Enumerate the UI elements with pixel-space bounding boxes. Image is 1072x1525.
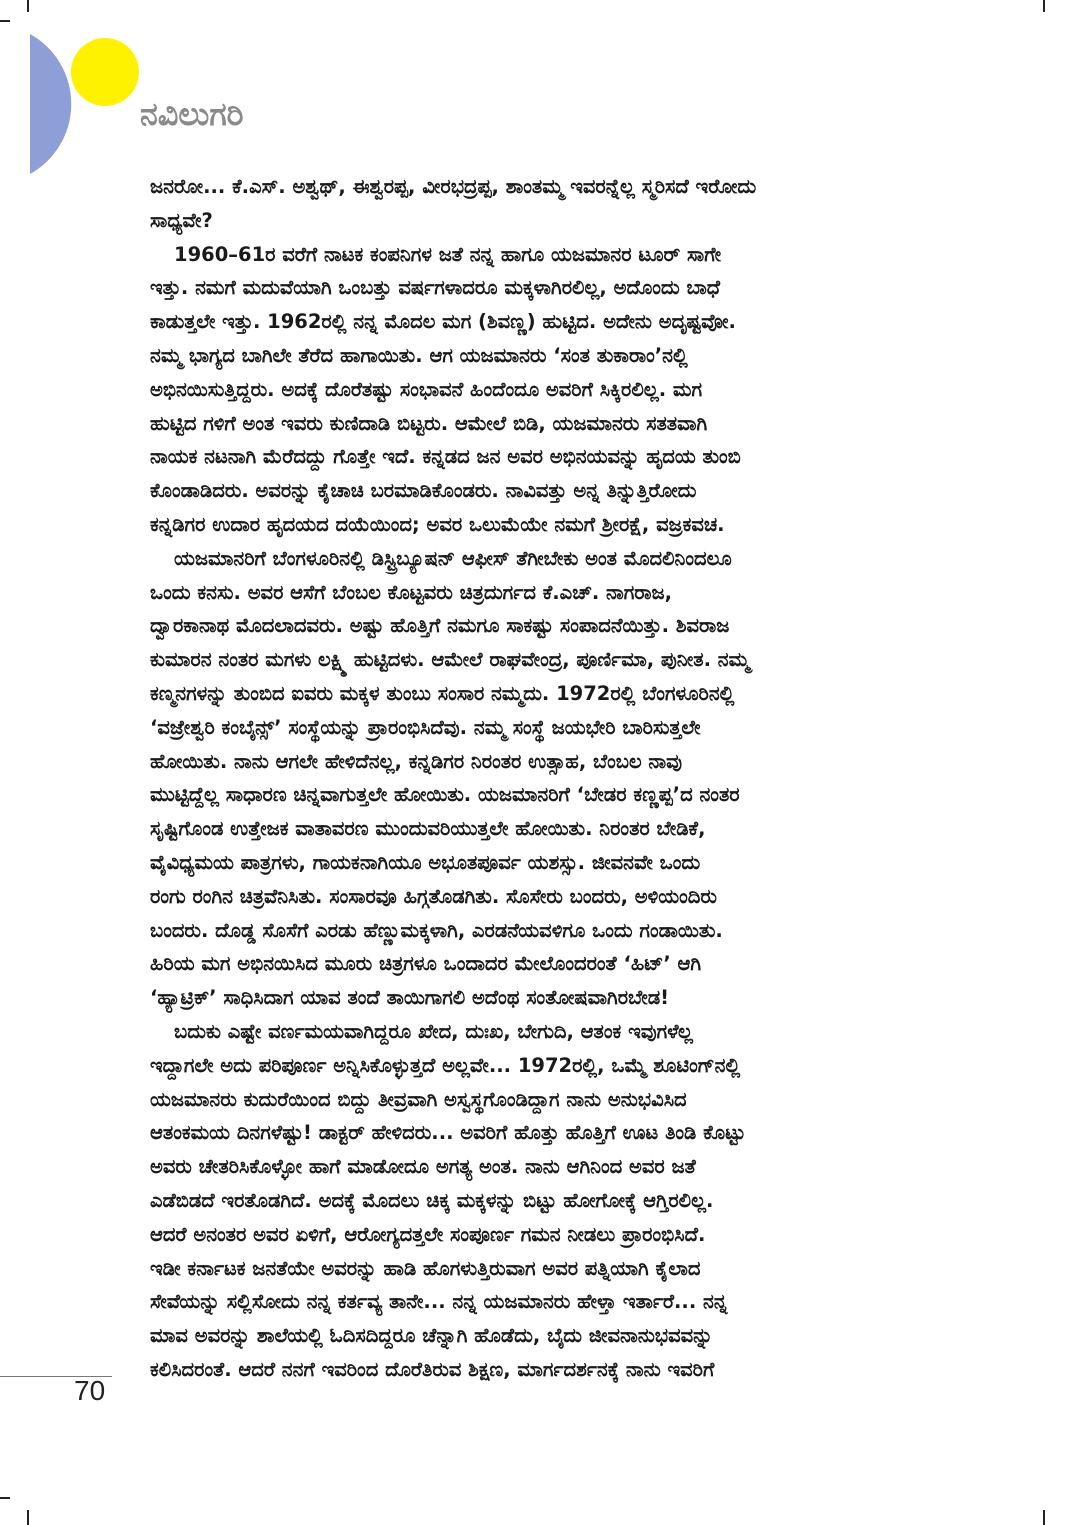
text-line: ಸೇವೆಯನ್ನು ಸಲ್ಲಿಸೋದು ನನ್ನ ಕರ್ತವ್ಯ ತಾನೇ... ನನ್ನ ಯಜಮಾನರು ಹೇಳ್ತಾ ಇರ್ತಾರೆ... ನನ್ನ (150, 1290, 728, 1314)
text-line: ಅಭಿನಯಿಸುತ್ತಿದ್ದರು. ಅದಕ್ಕೆ ದೊರೆತಷ್ಟು ಸಂಭಾವನೆ ಹಿಂದೆಂದೂ ಅವರಿಗೆ ಸಿಕ್ಕಿರಲಿಲ್ಲ. ಮಗ (150, 377, 703, 401)
text-line: ಕೊಂಡಾಡಿದರು. ಅವರನ್ನು ಕೈಚಾಚಿ ಬರಮಾಡಿಕೊಂಡರು. ನಾವಿವತ್ತು ಅನ್ನ ತಿನ್ನುತ್ತಿರೋದು (150, 479, 697, 503)
text-line: ಎಡೆಬಿಡದೆ ಇರತೊಡಗಿದೆ. ಅದಕ್ಕೆ ಮೊದಲು ಚಿಕ್ಕ ಮಕ್ಕಳನ್ನು ಬಿಟ್ಟು ಹೋಗೋಕ್ಕೆ ಆಗ್ತಿರಲಿಲ್ಲ. (150, 1188, 714, 1212)
page-number: 70 (74, 1375, 106, 1406)
text-line: ಆತಂಕಮಯ ದಿನಗಳೆಷ್ಟು! ಡಾಕ್ಟರ್ ಹೇಳಿದರು... ಅವರಿಗೆ ಹೊತ್ತು ಹೊತ್ತಿಗೆ ಊಟ ತಿಂಡಿ ಕೊಟ್ಟು (150, 1121, 746, 1145)
running-head-title: ನವಿಲುಗರಿ (140, 95, 244, 133)
crop-mark-left-lower (0, 1497, 10, 1499)
text-line: ಕಣ್ಮನಗಳನ್ನು ತುಂಬಿದ ಐವರು ಮಕ್ಕಳ ತುಂಬು ಸಂಸಾರ ನಮ್ಮದು. 1972ರಲ್ಲಿ ಬೆಂಗಳೂರಿನಲ್ಲಿ (150, 681, 735, 705)
text-line: ಇದ್ದಾಗಲೇ ಅದು ಪರಿಪೂರ್ಣ ಅನ್ನಿಸಿಕೊಳ್ಳುತ್ತದೆ ಅಲ್ಲವೇ... 1972ರಲ್ಲಿ, ಒಮ್ಮೆ ಶೂಟಿಂಗ್‌ನಲ್ಲಿ (150, 1053, 741, 1077)
text-line: 1960–61ರ ವರೆಗೆ ನಾಟಕ ಕಂಪನಿಗಳ ಜತೆ ನನ್ನ ಹಾಗೂ ಯಜಮಾನರ ಟೂರ್ ಸಾಗೇ (174, 242, 722, 266)
text-line: ಯಜಮಾನರಿಗೆ ಬೆಂಗಳೂರಿನಲ್ಲಿ ಡಿಸ್ಟ್ರಿಬ್ಯೂಷನ್ ಆಫೀಸ್ ತೆಗೀಬೇಕು ಅಂತ ಮೊದಲಿನಿಂದಲೂ (174, 546, 732, 570)
text-line: ಜನರೋ... ಕೆ.ಎಸ್. ಅಶ್ವಥ್, ಈಶ್ವರಪ್ಪ, ವೀರಭದ್ರಪ್ಪ, ಶಾಂತಮ್ಮ ಇವರನ್ನೆಲ್ಲ ಸ್ಮರಿಸದೆ ಇರೋದು (150, 175, 757, 198)
crop-mark-top-right (1043, 0, 1045, 12)
text-line: ಅವರು ಚೇತರಿಸಿಕೊಳ್ಳೋ ಹಾಗೆ ಮಾಡೋದೂ ಅಗತ್ಯ ಅಂತ. ನಾನು ಆಗಿನಿಂದ ಅವರ ಜತೆ (150, 1155, 696, 1179)
text-line: ನಾಯಕ ನಟನಾಗಿ ಮೆರೆದದ್ದು ಗೊತ್ತೇ ಇದೆ. ಕನ್ನಡದ ಜನ ಅವರ ಅಭಿನಯವನ್ನು ಹೃದಯ ತುಂಬಿ (150, 445, 741, 469)
text-line: ಸೃಷ್ಟಿಗೊಂಡ ಉತ್ತೇಜಕ ವಾತಾವರಣ ಮುಂದುವರಿಯುತ್ತಲೇ ಹೋಯಿತು. ನಿರಂತರ ಬೇಡಿಕೆ, (150, 817, 706, 841)
text-line: ಬಂದರು. ದೊಡ್ಡ ಸೊಸೆಗೆ ಎರಡು ಹೆಣ್ಣುಮಕ್ಕಳಾಗಿ, ಎರಡನೆಯವಳಿಗೂ ಒಂದು ಗಂಡಾಯಿತು. (150, 918, 723, 942)
text-line: ಮುಟ್ಟಿದ್ದೆಲ್ಲ ಸಾಧಾರಣ ಚಿನ್ನವಾಗುತ್ತಲೇ ಹೋಯಿತು. ಯಜಮಾನರಿಗೆ ‘ಬೇಡರ ಕಣ್ಣಪ್ಪ’ದ ನಂತರ (150, 783, 740, 807)
crop-mark-bottom-right (1043, 1510, 1045, 1525)
text-line: ಸಾಧ್ಯವೇ? (150, 208, 213, 232)
text-line: ಹಿರಿಯ ಮಗ ಅಭಿನಯಿಸಿದ ಮೂರು ಚಿತ್ರಗಳೂ ಒಂದಾದರ ಮೇಲೊಂದರಂತೆ ‘ಹಿಟ್’ ಆಗಿ (150, 952, 702, 976)
text-line: ಹುಟ್ಟಿದ ಗಳಿಗೆ ಅಂತ ಇವರು ಕುಣಿದಾಡಿ ಬಿಟ್ಟರು. ಆಮೇಲೆ ಬಿಡಿ, ಯಜಮಾನರು ಸತತವಾಗಿ (150, 411, 708, 435)
text-line: ಕಾಡುತ್ತಲೇ ಇತ್ತು. 1962ರಲ್ಲಿ ನನ್ನ ಮೊದಲ ಮಗ (ಶಿವಣ್ಣ) ಹುಟ್ಟಿದ. ಅದೇನು ಅದೃಷ್ಟವೋ. (150, 310, 736, 334)
text-line: ‘ಹ್ಯಾಟ್ರಿಕ್’ ಸಾಧಿಸಿದಾಗ ಯಾವ ತಂದೆ ತಾಯಿಗಾಗಲಿ ಅದೆಂಥ ಸಂತೋಷವಾಗಿರಬೇಡ! (150, 986, 670, 1010)
text-line: ಕನ್ನಡಿಗರ ಉದಾರ ಹೃದಯದ ದಯೆಯಿಂದ; ಅವರ ಒಲುಮೆಯೇ ನಮಗೆ ಶ್ರೀರಕ್ಷೆ, ವಜ್ರಕವಚ. (150, 512, 725, 536)
text-line: ಆದರೆ ಅನಂತರ ಅವರ ಏಳಿಗೆ, ಆರೋಗ್ಯದತ್ತಲೇ ಸಂಪೂರ್ಣ ಗಮನ ನೀಡಲು ಪ್ರಾರಂಭಿಸಿದೆ. (150, 1222, 706, 1246)
text-line: ಕುಮಾರನ ನಂತರ ಮಗಳು ಲಕ್ಷ್ಮಿ ಹುಟ್ಟಿದಳು. ಆಮೇಲೆ ರಾಘವೇಂದ್ರ, ಪೂರ್ಣಿಮಾ, ಪುನೀತ. ನಮ್ಮ (150, 648, 750, 672)
body-text (150, 170, 945, 1387)
text-line: ಹೋಯಿತು. ನಾನು ಆಗಲೇ ಹೇಳಿದೆನಲ್ಲ, ಕನ್ನಡಿಗರ ನಿರಂತರ ಉತ್ಸಾಹ, ಬೆಂಬಲ ನಾವು (150, 749, 682, 773)
text-line: ದ್ವಾರಕಾನಾಥ ಮೊದಲಾದವರು. ಅಷ್ಟು ಹೊತ್ತಿಗೆ ನಮಗೂ ಸಾಕಷ್ಟು ಸಂಪಾದನೆಯಿತ್ತು. ಶಿವರಾಜ (150, 614, 730, 638)
crop-mark-top-left (27, 0, 29, 12)
blue-half-circle (30, 34, 71, 174)
text-line: ಬದುಕು ಎಷ್ಟೇ ವರ್ಣಮಯವಾಗಿದ್ದರೂ ಖೇದ, ದುಃಖ, ಬೇಗುದಿ, ಆತಂಕ ಇವುಗಳೆಲ್ಲ (174, 1019, 693, 1043)
text-line: ರಂಗು ರಂಗಿನ ಚಿತ್ರವೆನಿಸಿತು. ಸಂಸಾರವೂ ಹಿಗ್ಗತೊಡಗಿತು. ಸೊಸೇರು ಬಂದರು, ಅಳಿಯಂದಿರು (150, 884, 717, 908)
text-line: ಇಡೀ ಕರ್ನಾಟಕ ಜನತೆಯೇ ಅವರನ್ನು ಹಾಡಿ ಹೊಗಳುತ್ತಿರುವಾಗ ಅವರ ಪತ್ನಿಯಾಗಿ ಕೈಲಾದ (150, 1256, 701, 1280)
crop-mark-bottom-left (27, 1510, 29, 1525)
yellow-circle (71, 38, 139, 106)
crop-mark-left-upper (0, 20, 10, 22)
text-line: ವೈವಿಧ್ಯಮಯ ಪಾತ್ರಗಳು, ಗಾಯಕನಾಗಿಯೂ ಅಭೂತಪೂರ್ವ ಯಶಸ್ಸು. ಜೀವನವೇ ಒಂದು (150, 850, 701, 874)
decorative-circles-logo (20, 20, 150, 180)
text-line: ಒಂದು ಕನಸು. ಅವರ ಆಸೆಗೆ ಬೆಂಬಲ ಕೊಟ್ಟವರು ಚಿತ್ರದುರ್ಗದ ಕೆ.ಎಚ್. ನಾಗರಾಜ, (150, 580, 673, 604)
text-line: ‘ವಜ್ರೇಶ್ವರಿ ಕಂಬೈನ್ಸ್’ ಸಂಸ್ಥೆಯನ್ನು ಪ್ರಾರಂಭಿಸಿದೆವು. ನಮ್ಮ ಸಂಸ್ಥೆ ಜಯಭೇರಿ ಬಾರಿಸುತ್ತಲೇ (150, 715, 701, 739)
text-line: ನಮ್ಮ ಭಾಗ್ಯದ ಬಾಗಿಲೇ ತೆರೆದ ಹಾಗಾಯಿತು. ಆಗ ಯಜಮಾನರು ‘ಸಂತ ತುಕಾರಾಂ’ನಲ್ಲಿ (150, 343, 688, 367)
text-line: ಕಲಿಸಿದರಂತೆ. ಆದರೆ ನನಗೆ ಇವರಿಂದ ದೊರೆತಿರುವ ಶಿಕ್ಷಣ, ಮಾರ್ಗದರ್ಶನಕ್ಕೆ ನಾನು ಇವರಿಗೆ (150, 1357, 715, 1381)
text-line: ಮಾವ ಅವರನ್ನು ಶಾಲೆಯಲ್ಲಿ ಓದಿಸದಿದ್ದರೂ ಚೆನ್ನಾಗಿ ಹೊಡೆದು, ಬೈದು ಜೀವನಾನುಭವವನ್ನು (150, 1324, 713, 1348)
text-line: ಯಜಮಾನರು ಕುದುರೆಯಿಂದ ಬಿದ್ದು ತೀವ್ರವಾಗಿ ಅಸ್ವಸ್ಥಗೊಂಡಿದ್ದಾಗ ನಾನು ಅನುಭವಿಸಿದ (150, 1087, 687, 1111)
text-line: ಇತ್ತು. ನಮಗೆ ಮದುವೆಯಾಗಿ ಒಂಬತ್ತು ವರ್ಷಗಳಾದರೂ ಮಕ್ಕಳಾಗಿರಲಿಲ್ಲ, ಅದೊಂದು ಬಾಧೆ (150, 276, 721, 300)
